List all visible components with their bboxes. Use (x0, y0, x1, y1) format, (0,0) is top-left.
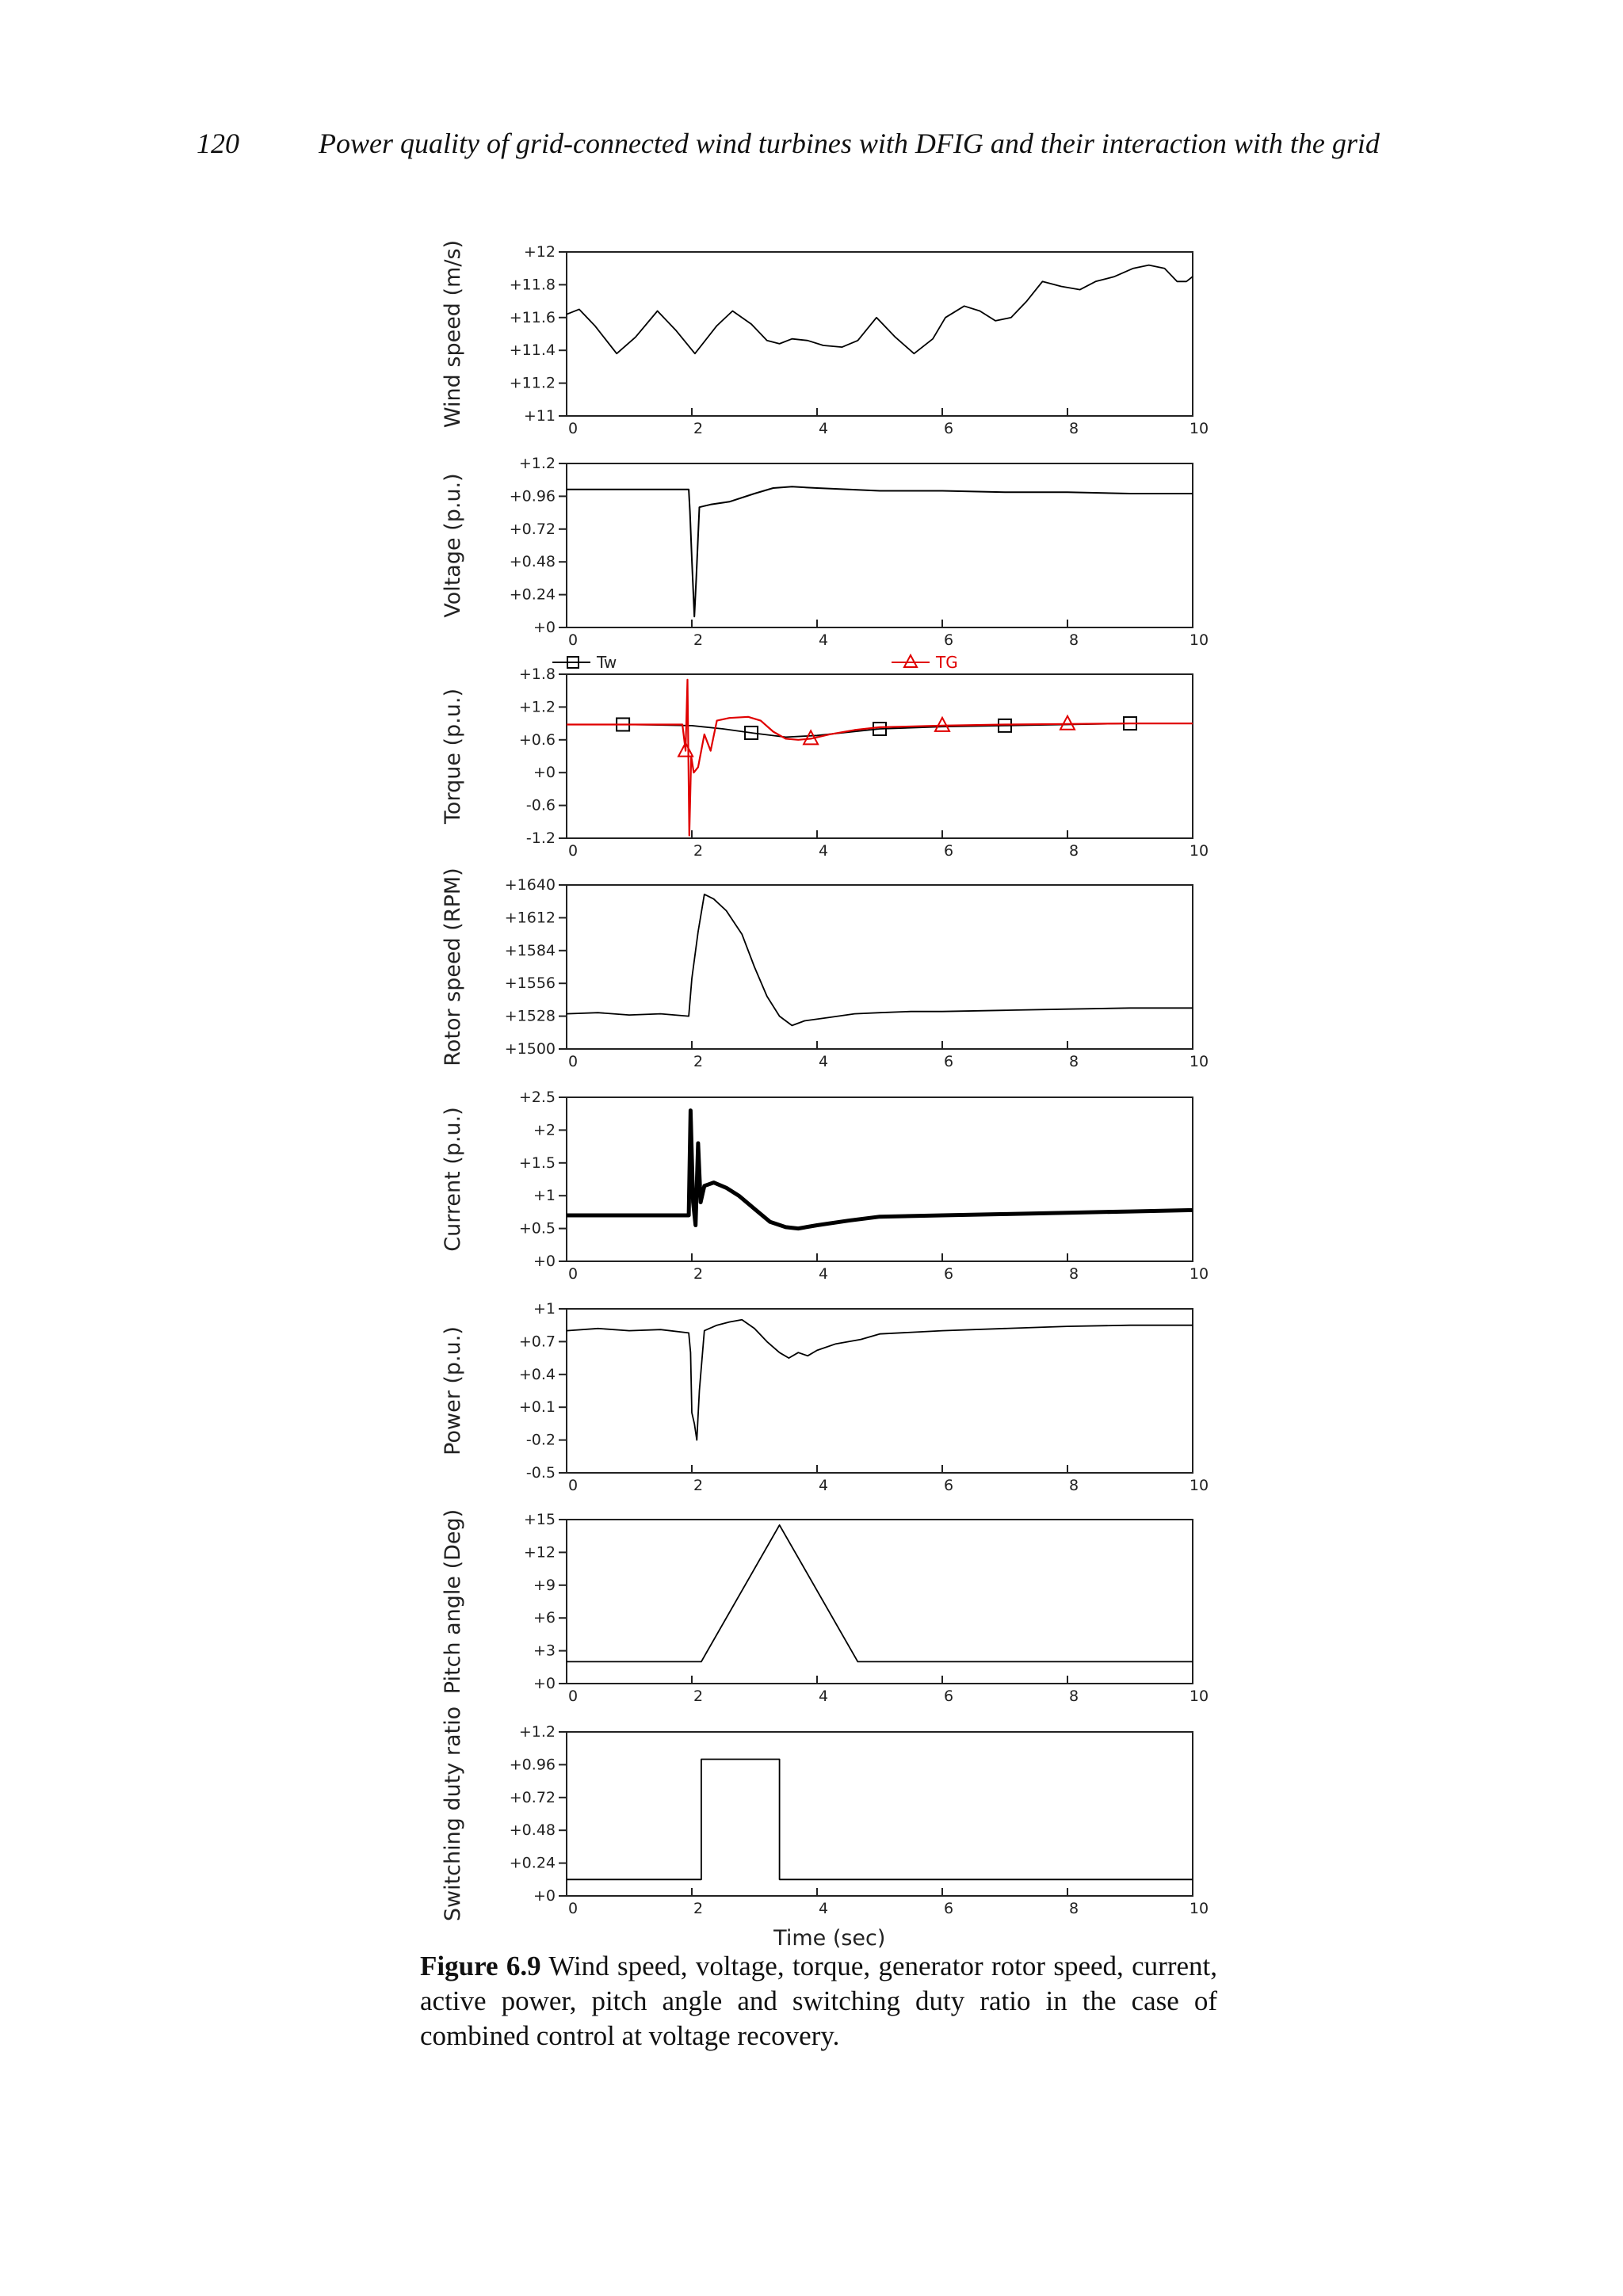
page-number: 120 (197, 128, 239, 159)
y-tick-label: +1584 (504, 941, 556, 959)
x-tick-label: 2 (693, 631, 704, 649)
y-tick-label: -0.2 (525, 1431, 556, 1449)
y-tick-label: +0.48 (509, 1821, 556, 1840)
y-tick-label: +0 (533, 764, 556, 782)
x-tick-label: 2 (693, 842, 704, 860)
y-tick-label: +6 (533, 1609, 556, 1627)
figure-caption (420, 1949, 1217, 2054)
y-tick-label: -0.6 (525, 796, 556, 814)
y-axis-label-duty: Switching duty ratio (441, 1706, 465, 1922)
x-tick-label: 0 (567, 1053, 579, 1070)
marker-TG (935, 718, 949, 731)
x-tick-label: 8 (1068, 631, 1079, 649)
x-tick-label: 10 (1189, 631, 1209, 649)
x-tick-label: 10 (1189, 1053, 1209, 1070)
legend-label-Tw: Tw (597, 653, 617, 672)
x-tick-label: 8 (1068, 1053, 1079, 1070)
y-tick-label: +0.96 (509, 1756, 556, 1774)
y-tick-label: +1528 (504, 1007, 556, 1025)
plot-frame-pitch (567, 1520, 1193, 1684)
panel-pitch (441, 1509, 1209, 1705)
series-line-rotor (567, 894, 1193, 1026)
y-tick-label: +1.2 (518, 455, 556, 472)
plot-frame-rotor (567, 885, 1193, 1049)
y-tick-label: +15 (523, 1511, 556, 1528)
y-axis-label-wind: Wind speed (m/s) (441, 239, 465, 429)
plot-frame-torque (567, 674, 1193, 838)
x-tick-label: 4 (818, 420, 829, 437)
plot-frame-duty (567, 1732, 1193, 1896)
plot-frame-current (567, 1097, 1193, 1261)
x-tick-label: 10 (1189, 842, 1209, 860)
y-axis-label-torque: Torque (p.u.) (441, 688, 465, 824)
y-tick-label: +2 (533, 1121, 556, 1139)
y-tick-label: +9 (533, 1576, 556, 1594)
y-tick-label: +1 (533, 1300, 556, 1318)
y-tick-label: +0.5 (518, 1219, 556, 1238)
x-tick-label: 10 (1189, 1477, 1209, 1494)
y-tick-label: +0.48 (509, 553, 556, 571)
y-tick-label: +0 (533, 1675, 556, 1692)
caption-text: Wind speed, voltage, torque, generator rotor speed, current, active power, pitch angle and switching duty ratio in the case of combined control at voltage recovery. (420, 1951, 1217, 2051)
y-tick-label: +1.5 (518, 1154, 556, 1172)
y-tick-label: +0.6 (518, 730, 556, 749)
y-tick-label: -1.2 (525, 830, 556, 847)
y-tick-label: +1.2 (518, 1723, 556, 1741)
marker-TG (1060, 716, 1075, 730)
x-tick-label: 4 (818, 631, 829, 649)
y-tick-label: +0.72 (509, 1788, 556, 1806)
y-tick-label: +1 (533, 1187, 556, 1205)
x-tick-label: 6 (943, 1265, 954, 1283)
y-tick-label: +0.4 (518, 1365, 556, 1383)
y-tick-label: +2.5 (518, 1089, 556, 1106)
x-tick-label: 10 (1189, 1900, 1209, 1917)
x-tick-label: 4 (818, 1900, 829, 1917)
x-axis-label: Time (sec) (773, 1926, 886, 1951)
x-tick-label: 4 (818, 1688, 829, 1705)
x-tick-label: 6 (943, 420, 954, 437)
y-axis-label-pitch: Pitch angle (Deg) (441, 1508, 465, 1695)
x-tick-label: 8 (1068, 420, 1079, 437)
panel-voltage (441, 455, 1209, 649)
y-tick-label: +0.72 (509, 520, 556, 538)
y-tick-label: +3 (533, 1642, 556, 1660)
series-line-current (567, 1111, 1193, 1229)
x-tick-label: 2 (693, 1053, 704, 1070)
x-tick-label: 0 (567, 1265, 579, 1283)
y-tick-label: +11 (523, 407, 556, 425)
panel-duty (441, 1707, 1209, 1921)
y-tick-label: +11.4 (509, 341, 556, 360)
panel-power (441, 1300, 1209, 1494)
x-tick-label: 4 (818, 842, 829, 860)
x-tick-label: 8 (1068, 1265, 1079, 1283)
x-tick-label: 2 (693, 1688, 704, 1705)
x-tick-label: 10 (1189, 1688, 1209, 1705)
x-tick-label: 10 (1189, 420, 1209, 437)
x-tick-label: 0 (567, 420, 579, 437)
panel-current (441, 1089, 1209, 1283)
y-tick-label: +0 (533, 619, 556, 636)
series-line-TG (567, 680, 1193, 836)
caption-label: Figure 6.9 (420, 1951, 541, 1981)
y-tick-label: +11.8 (509, 276, 556, 294)
plot-frame-voltage (567, 463, 1193, 627)
x-tick-label: 2 (693, 1477, 704, 1494)
y-tick-label: -0.5 (525, 1464, 556, 1482)
x-tick-label: 8 (1068, 842, 1079, 860)
x-tick-label: 2 (693, 1900, 704, 1917)
x-tick-label: 4 (818, 1053, 829, 1070)
y-tick-label: +11.6 (509, 308, 556, 326)
series-line-power (567, 1320, 1193, 1440)
y-tick-label: +0.96 (509, 487, 556, 505)
x-tick-label: 0 (567, 1477, 579, 1494)
x-tick-label: 0 (567, 1900, 579, 1917)
x-tick-label: 6 (943, 631, 954, 649)
x-tick-label: 4 (818, 1265, 829, 1283)
y-tick-label: +12 (523, 1543, 556, 1562)
y-tick-label: +12 (523, 243, 556, 261)
panel-torque (441, 653, 1209, 860)
x-tick-label: 2 (693, 1265, 704, 1283)
x-tick-label: 6 (943, 842, 954, 860)
panel-rotor (441, 868, 1209, 1070)
x-tick-label: 6 (943, 1477, 954, 1494)
y-axis-label-voltage: Voltage (p.u.) (441, 473, 465, 618)
series-line-pitch (567, 1525, 1193, 1661)
x-tick-label: 10 (1189, 1265, 1209, 1283)
x-tick-label: 4 (818, 1477, 829, 1494)
x-tick-label: 6 (943, 1688, 954, 1705)
y-axis-label-power: Power (p.u.) (441, 1326, 465, 1455)
y-tick-label: +11.2 (509, 374, 556, 392)
x-tick-label: 6 (943, 1053, 954, 1070)
series-line-duty (567, 1760, 1193, 1880)
x-tick-label: 8 (1068, 1477, 1079, 1494)
figure-panels (412, 234, 1209, 1951)
y-tick-label: +1500 (504, 1040, 556, 1058)
y-tick-label: +0.7 (518, 1333, 556, 1351)
series-line-voltage (567, 486, 1193, 616)
panel-wind (441, 240, 1209, 437)
x-tick-label: 0 (567, 1688, 579, 1705)
legend-marker-TG (904, 655, 917, 667)
running-title: Power quality of grid-connected wind turbines with DFIG and their interaction with the grid (319, 128, 1380, 159)
x-tick-label: 0 (567, 842, 579, 860)
x-tick-label: 8 (1068, 1900, 1079, 1917)
y-tick-label: +1.2 (518, 698, 556, 716)
plot-frame-wind (567, 252, 1193, 416)
x-tick-label: 0 (567, 631, 579, 649)
y-tick-label: +0 (533, 1887, 556, 1905)
y-tick-label: +1640 (504, 876, 556, 894)
y-tick-label: +1.8 (518, 666, 556, 683)
x-tick-label: 8 (1068, 1688, 1079, 1705)
page-header (0, 127, 1623, 174)
y-tick-label: +0.1 (518, 1398, 556, 1417)
y-axis-label-rotor: Rotor speed (RPM) (441, 868, 465, 1066)
x-tick-label: 2 (693, 420, 704, 437)
y-tick-label: +1612 (504, 909, 556, 927)
y-axis-label-current: Current (p.u.) (441, 1107, 465, 1252)
x-tick-label: 6 (943, 1900, 954, 1917)
legend-label-TG: TG (936, 653, 958, 672)
y-tick-label: +1556 (504, 974, 556, 993)
y-tick-label: +0.24 (509, 585, 556, 604)
series-line-wind (567, 265, 1193, 354)
y-tick-label: +0.24 (509, 1854, 556, 1872)
y-tick-label: +0 (533, 1253, 556, 1270)
